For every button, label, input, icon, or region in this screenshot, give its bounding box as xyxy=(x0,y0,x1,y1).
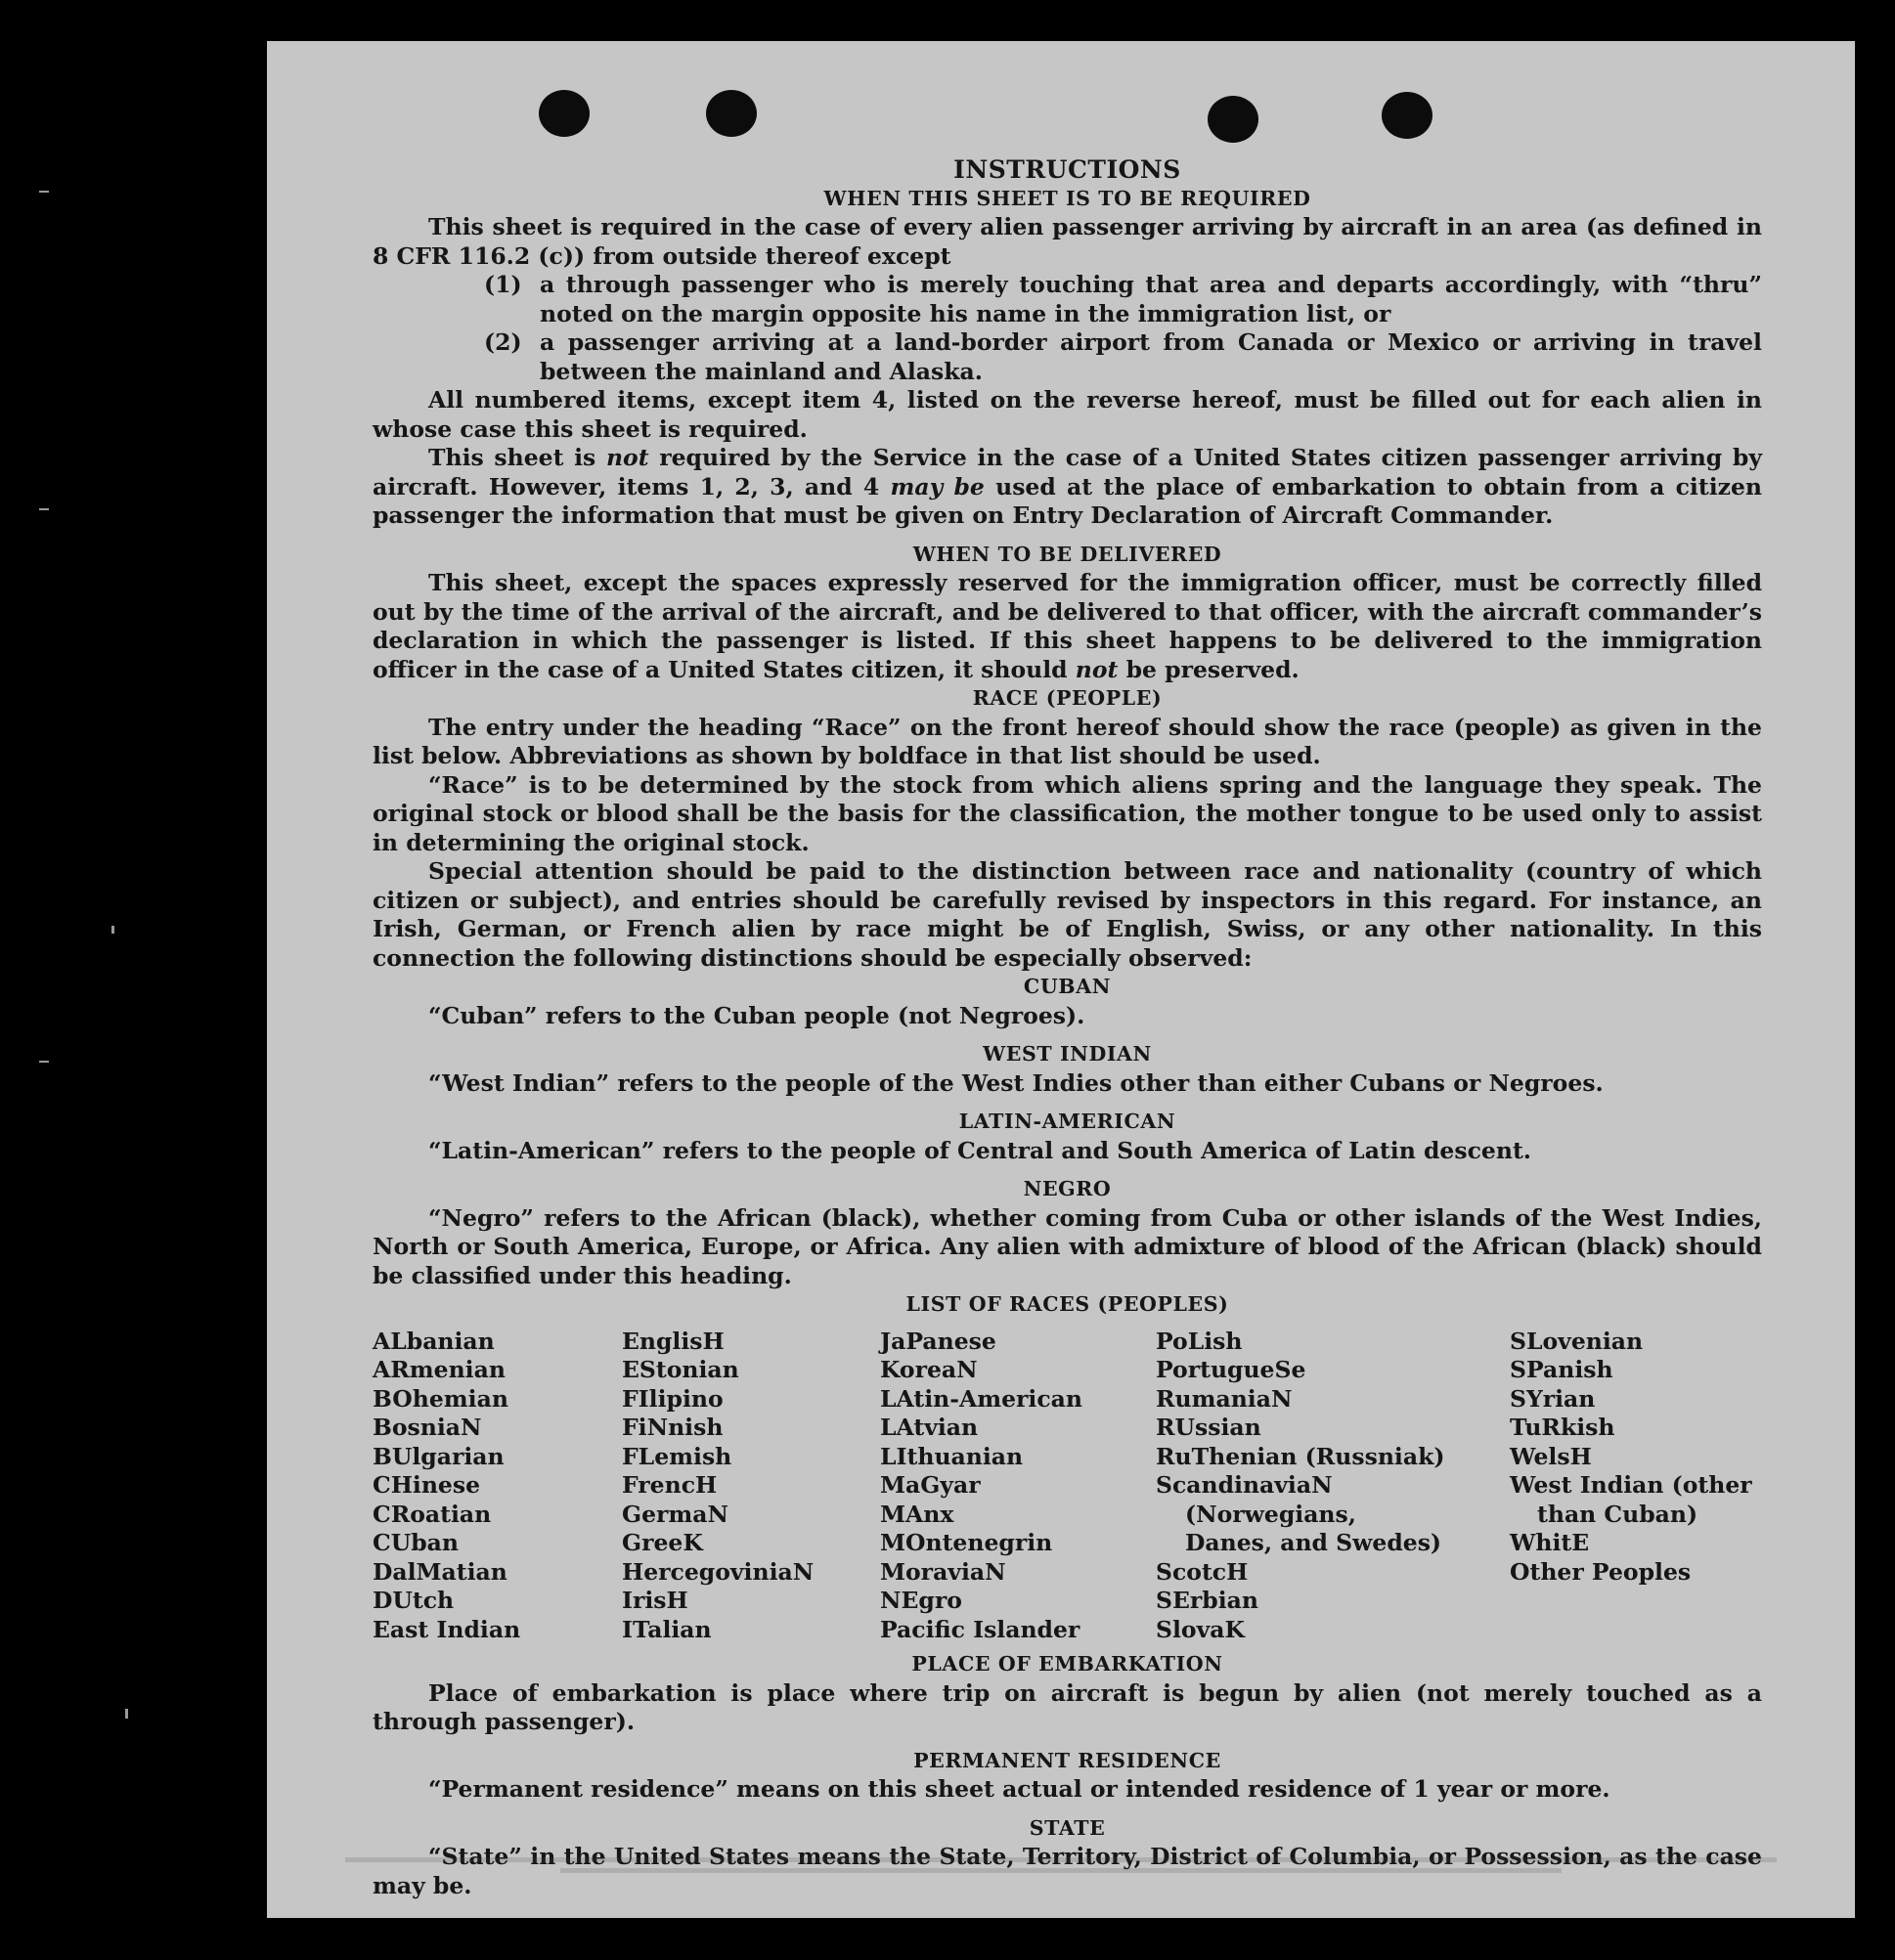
race-column xyxy=(1156,1328,1447,1645)
heading-state: STATE xyxy=(1029,1815,1106,1840)
race-item: WelsH xyxy=(1510,1442,1592,1470)
exception-number: (1) xyxy=(484,271,522,298)
paragraph-race-vs-nationality: Special attention should be paid to the distinction between race and nationality (country of which citizen or subject), and entries should be carefully revised by inspectors in this regard. For instance, an Irish, German, or French alien by race might be of English, Swiss, or any other nationality. In this connection the following distinctions should be especially observed: xyxy=(373,857,1762,972)
exception-text: a passenger arriving at a land-border airport from Canada or Mexico or arriving in travel between the mainland and Alaska. xyxy=(540,328,1762,385)
definition-state: “State” in the United States means the State, Territory, District of Columbia, or Possession, as the case may be. xyxy=(373,1843,1762,1899)
heading-latin-american: LATIN-AMERICAN xyxy=(958,1110,1176,1133)
exception-item-2 xyxy=(373,328,1762,386)
race-item: FiNnish xyxy=(622,1414,724,1441)
heading-when-delivered: WHEN TO BE DELIVERED xyxy=(912,542,1222,566)
paragraph-citizen-passenger xyxy=(373,444,1762,531)
race-item: GreeK xyxy=(622,1529,703,1556)
race-item: CRoatian xyxy=(373,1500,492,1528)
race-item: RUssian xyxy=(1156,1414,1261,1441)
text-run: required by the Service in the case of a United States citizen passenger arriving by aircraft. However, items 1, 2, 3, and 4 xyxy=(373,444,1762,501)
race-item: ARmenian xyxy=(373,1356,506,1383)
race-item: LAtin-American xyxy=(880,1384,1082,1413)
punch-hole xyxy=(1208,96,1258,143)
race-item: MOntenegrin xyxy=(880,1529,1053,1556)
race-item: ALbanian xyxy=(373,1327,495,1355)
definition-cuban: “Cuban” refers to the Cuban people (not Negroes). xyxy=(428,1001,1085,1029)
race-item: ScotcH xyxy=(1156,1557,1249,1586)
definition-embarkation: Place of embarkation is place where trip on aircraft is begun by alien (not merely touched as a through passenger). xyxy=(373,1678,1762,1735)
scan-mark xyxy=(111,926,114,934)
definition-negro: “Negro” refers to the African (black), whether coming from Cuba or other islands of the West Indies, North or South America, Europe, or Africa. Any alien with admixture of blood of the African (black) should be classified under this heading. xyxy=(373,1203,1762,1289)
exception-item-1 xyxy=(373,271,1762,328)
race-item: FIlipino xyxy=(622,1384,724,1413)
race-item: DalMatian xyxy=(373,1557,507,1586)
definition-permanent-residence: “Permanent residence” means on this sheet actual or intended residence of 1 year or more. xyxy=(428,1775,1610,1803)
paragraph-delivery xyxy=(373,569,1762,684)
faint-footer-bleedthrough xyxy=(345,1857,1777,1879)
race-item: TuRkish xyxy=(1510,1414,1615,1441)
race-item: SLovenian xyxy=(1510,1327,1644,1355)
race-item: JaPanese xyxy=(880,1327,996,1355)
paragraph-race-entry: The entry under the heading “Race” on the front hereof should show the race (people) as given in the list below. Abbreviations as shown by boldface in that list should be used. xyxy=(373,713,1762,769)
bleedthrough-line xyxy=(345,1857,1777,1862)
race-item: PortugueSe xyxy=(1156,1356,1306,1383)
race-item: LIthuanian xyxy=(880,1442,1024,1470)
race-item: MAnx xyxy=(880,1500,954,1528)
scan-mark xyxy=(39,1061,49,1063)
race-item: SErbian xyxy=(1156,1587,1258,1614)
race-item: DUtch xyxy=(373,1587,455,1614)
race-item: SYrian xyxy=(1510,1384,1596,1413)
page-title: INSTRUCTIONS xyxy=(953,155,1181,184)
heading-race: RACE (PEOPLE) xyxy=(972,686,1163,710)
bleedthrough-line xyxy=(560,1868,1563,1873)
heading-permanent-residence: PERMANENT RESIDENCE xyxy=(913,1748,1221,1772)
race-item: West Indian (other than Cuban) xyxy=(1510,1471,1752,1528)
race-item: FLemish xyxy=(622,1442,732,1470)
punch-hole xyxy=(706,90,757,137)
race-column xyxy=(1510,1328,1762,1645)
race-item: MoraviaN xyxy=(880,1557,1006,1586)
race-column xyxy=(373,1328,622,1645)
paragraph-numbered-items: All numbered items, except item 4, listed on the reverse hereof, must be filled out for each alien in whose case this sheet is required. xyxy=(373,386,1762,443)
exception-number: (2) xyxy=(484,328,522,356)
race-item: East Indian xyxy=(373,1615,521,1643)
race-item: LAtvian xyxy=(880,1414,979,1441)
emphasis-may-be: may be xyxy=(890,472,985,501)
race-item: Other Peoples xyxy=(1510,1557,1692,1586)
definition-west-indian: “West Indian” refers to the people of the West Indies other than either Cubans or Negroes. xyxy=(428,1068,1604,1097)
punch-hole xyxy=(539,90,590,137)
race-item: PoLish xyxy=(1156,1327,1243,1355)
race-item: SlovaK xyxy=(1156,1615,1245,1643)
race-item: BOhemian xyxy=(373,1384,508,1413)
race-item: Pacific Islander xyxy=(880,1615,1080,1643)
heading-cuban: CUBAN xyxy=(1023,975,1112,998)
heading-west-indian: WEST INDIAN xyxy=(983,1042,1152,1066)
race-item: FrencH xyxy=(622,1471,718,1499)
emphasis-not: not xyxy=(605,444,649,471)
text-run: This sheet, except the spaces expressly reserved for the immigration officer, must be correctly filled out by the time of the arrival of the aircraft, and be delivered to that officer, with the aircraft commander’s declaration in which the passenger is listed. If this sheet happens to be delivered to the immigration officer in the case of a United States citizen, it should xyxy=(373,569,1762,683)
heading-list-of-races: LIST OF RACES (PEOPLES) xyxy=(905,1292,1229,1316)
text-run: This sheet is xyxy=(428,444,606,471)
race-item: ITalian xyxy=(622,1615,712,1643)
race-item: RuThenian (Russniak) xyxy=(1156,1442,1445,1470)
text-run: be preserved. xyxy=(1118,655,1300,683)
race-item: MaGyar xyxy=(880,1471,981,1499)
race-item: WhitE xyxy=(1510,1529,1590,1556)
heading-when-required: WHEN THIS SHEET IS TO BE REQUIRED xyxy=(823,186,1311,210)
race-item: GermaN xyxy=(622,1500,728,1528)
race-item: CHinese xyxy=(373,1471,481,1499)
race-column xyxy=(622,1328,880,1645)
race-item: RumaniaN xyxy=(1156,1384,1293,1413)
heading-negro: NEGRO xyxy=(1023,1177,1112,1200)
scan-mark xyxy=(39,191,49,193)
paragraph-required-intro: This sheet is required in the case of every alien passenger arriving by aircraft in an area (as defined in 8 CFR 116.2 (c)) from outside thereof except xyxy=(373,213,1762,270)
race-item: BosniaN xyxy=(373,1414,482,1441)
race-item: ScandinaviaN (Norwegians, Danes, and Swedes) xyxy=(1156,1471,1442,1556)
race-item: EStonian xyxy=(622,1356,739,1383)
scan-mark xyxy=(39,508,49,510)
race-item: SPanish xyxy=(1510,1356,1613,1383)
document-page xyxy=(267,41,1855,1918)
paragraph-race-determination: “Race” is to be determined by the stock from which aliens spring and the language they speak. The original stock or blood shall be the basis for the classification, the mother tongue to be used only to assist in determining the original stock. xyxy=(373,770,1762,856)
race-item: BUlgarian xyxy=(373,1442,505,1470)
race-item: KoreaN xyxy=(880,1356,978,1383)
emphasis-not: not xyxy=(1075,655,1119,683)
race-item: CUban xyxy=(373,1529,459,1556)
exception-text: a through passenger who is merely touching that area and departs accordingly, with “thru” noted on the margin opposite his name in the immigration list, or xyxy=(540,271,1762,327)
race-item: NEgro xyxy=(880,1587,962,1614)
heading-place-of-embarkation: PLACE OF EMBARKATION xyxy=(911,1652,1223,1676)
race-item: HercegoviniaN xyxy=(622,1557,815,1586)
race-item: EnglisH xyxy=(622,1327,725,1355)
race-column xyxy=(880,1328,1156,1645)
text-run: used at the place of embarkation to obtain from a citizen passenger the information that must be given on Entry Declaration of Aircraft Commander. xyxy=(373,472,1763,529)
race-item: IrisH xyxy=(622,1587,688,1614)
punch-hole xyxy=(1382,92,1432,139)
race-list xyxy=(373,1328,1762,1645)
definition-latin-american: “Latin-American” refers to the people of Central and South America of Latin descent. xyxy=(428,1136,1531,1164)
scan-mark xyxy=(125,1709,128,1719)
